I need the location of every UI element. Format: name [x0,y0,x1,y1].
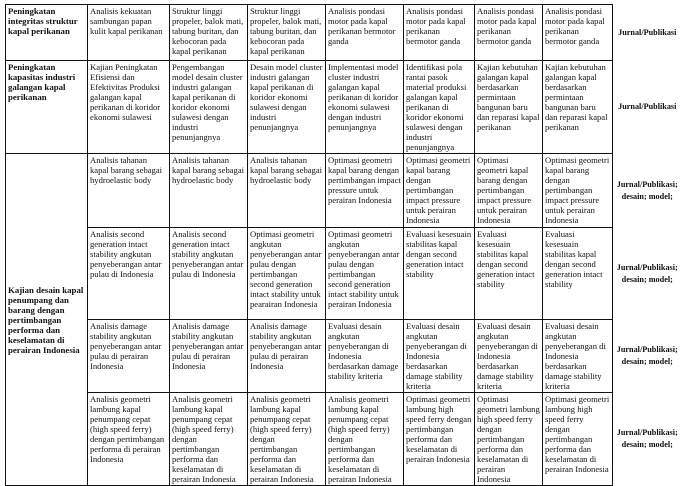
activity-cell: Optimasi geometri lambung high speed ferry dengan pertimbangan performa dan keselamatan di perairan Indonesia [404,393,475,486]
activity-cell: Pengembangan model desain cluster industri galangan kapal perikanan di koridor ekonomi sulawesi dengan industri penunjangnya [170,61,248,154]
activity-cell: Analisis second generation intact stability angkutan penyeberangan antar pulau di Indonesia [170,228,248,320]
table-row [6,393,682,486]
activity-cell: Analisis pondasi motor pada kapal perikanan bermotor ganda [404,5,475,61]
activity-cell: Analisis pondasi motor pada kapal perikanan bermotor ganda [475,5,543,61]
activity-cell: Optimasi geometri kapal barang dengan pertimbangan impact pressure untuk perairan Indonesia [475,154,543,228]
activity-cell: Evaluasi desain angkutan penyeberangan di Indonesia berdasarkan damage stability kriteria [543,320,613,393]
activity-cell: Analisis tahanan kapal barang sebagai hydroelastic body [248,154,326,228]
activity-cell: Optimasi geometri kapal barang dengan pertimbangan impact pressure untuk perairan Indonesia [543,154,613,228]
table-row [6,320,682,393]
activity-cell: Analisis second generation intact stability angkutan penyeberangan antar pulau di Indonesia [88,228,170,320]
output-cell: Jurnal/Publikasi [613,61,682,154]
activity-cell: Analisis pondasi motor pada kapal perikanan bermotor ganda [326,5,404,61]
output-cell: Jurnal/Publikasi; desain; model; [613,228,682,320]
activity-cell: Kajian kebutuhan galangan kapal berdasarkan permintaan bangunan baru dan reparasi kapal perikanan [543,61,613,154]
activity-cell: Kajian kebutuhan galangan kapal berdasarkan permintaan bangunan baru dan reparasi kapal perikanan [475,61,543,154]
output-cell: Jurnal/Publikasi; desain; model; [613,393,682,486]
table-row [6,228,682,320]
research-roadmap-table [5,4,682,486]
table-row [6,154,682,228]
activity-cell: Analisis geometri lambung kapal penumpang cepat (high speed ferry) dengan pertimbangan performa dan keselamatan di perairan Indonesia [170,393,248,486]
activity-cell: Analisis geometri lambung kapal penumpang cepat (high speed ferry) dengan pertimbangan performa di perairan Indonesia [88,393,170,486]
activity-cell: Analisis tahanan kapal barang sebagai hydroelastic body [88,154,170,228]
output-cell: Jurnal/Publikasi; desain; model; [613,320,682,393]
activity-cell: Evaluasi desain angkutan penyeberangan di Indonesia berdasarkan damage stability kriteria [404,320,475,393]
activity-cell: Evaluasi desain angkutan penyeberangan di Indonesia berdasarkan damage stability kriteria [475,320,543,393]
activity-cell: Kajian Peningkatan Efisiensi dan Efektivitas Produksi galangan kapal perikanan di koridor ekonomi sulawesi [88,61,170,154]
activity-cell: Optimasi geometri angkutan penyeberangan antar pulau dengan pertimbangan second generation intact stability untuk pearairan Indonesia [248,228,326,320]
activity-cell: Optimasi geometri angkutan penyeberangan antar pulau dengan pertimbangan second generation intact stability untuk perairan Indonesia [326,228,404,320]
output-cell: Jurnal/Publikasi [613,5,682,61]
activity-cell: Optimasi geometri lambung high speed ferry dengan pertimbangan performa dan keselamatan di perairan Indonesia [475,393,543,486]
activity-cell: Optimasi geometri lambung high speed ferry dengan pertimbangan performa dan keselamatan di perairan Indonesia [543,393,613,486]
activity-cell: Evaluasi kesesuain stabilitas kapal dengan second generation intact stability [404,228,475,320]
table-row [6,5,682,61]
activity-cell: Analisis damage stability angkutan penyeberangan antar pulau di perairan Indonesia [170,320,248,393]
activity-cell: Evaluasi desain angkutan penyeberangan di Indonesia berdasarkan damage stability kriteria [326,320,404,393]
activity-cell: Evaluasi kesesuain stabilitas kapal dengan second generation intact stability [543,228,613,320]
theme-cell: Peningkatan integritas struktur kapal perikanan [6,5,88,61]
activity-cell: Evaluasi kesesuain stabilitas kapal dengan second generation intact stability [475,228,543,320]
activity-cell: Optimasi geometri kapal barang dengan pertimbangan impact pressure untuk perairan Indonesia [326,154,404,228]
activity-cell: Struktur linggi propeler, balok mati, tabung buritan, dan kebocoran pada kapal perikanan [248,5,326,61]
activity-cell: Analisis geometri lambung kapal penumpang cepat (high speed ferry) dengan pertimbangan performa dan keselamatan di perairan Indonesia [248,393,326,486]
activity-cell: Analisis damage stability angkutan penyeberangan antar pulau di perairan Indonesia [248,320,326,393]
theme-cell: Peningkatan kapasitas industri galangan kapal perikanan [6,61,88,154]
activity-cell: Analisis tahanan kapal barang sebagai hydroelastic body [170,154,248,228]
activity-cell: Identifikasi pola rantai pasok material produksi galangan kapal perikanan di koridor ekonomi sulawesi dengan industri penunjangnya [404,61,475,154]
activity-cell: Analisis pondasi motor pada kapal perikanan bermotor ganda [543,5,613,61]
activity-cell: Analisis damage stability angkutan penyeberangan antar pulau di perairan Indonesia [88,320,170,393]
activity-cell: Optimasi geometri kapal barang dengan pertimbangan impact pressure untuk perairan Indonesia [404,154,475,228]
activity-cell: Desain model cluster industri galangan kapal perikanan di koridor ekonomi sulawesi dengan industri penunjangnya [248,61,326,154]
activity-cell: Implementasi model cluster industri galangan kapal perikanan di koridor ekonomi sulawesi dengan industri penunjangnya [326,61,404,154]
activity-cell: Analisis geometri lambung kapal penumpang cepat (high speed ferry) dengan pertimbangan performa dan keselamatan di perairan Indonesia [326,393,404,486]
activity-cell: Analisis kekuatan sambungan papan kulit kapal perikanan [88,5,170,61]
table-row [6,61,682,154]
activity-cell: Struktur linggi propeler, balok mati, tabung buritan, dan kebocoran pada kapal perikanan [170,5,248,61]
output-cell: Jurnal/Publikasi; desain; model; [613,154,682,228]
theme-cell: Kajian desain kapal penumpang dan barang dengan pertimbangan performa dan keselamatan di perairan Indonesia [6,154,88,486]
